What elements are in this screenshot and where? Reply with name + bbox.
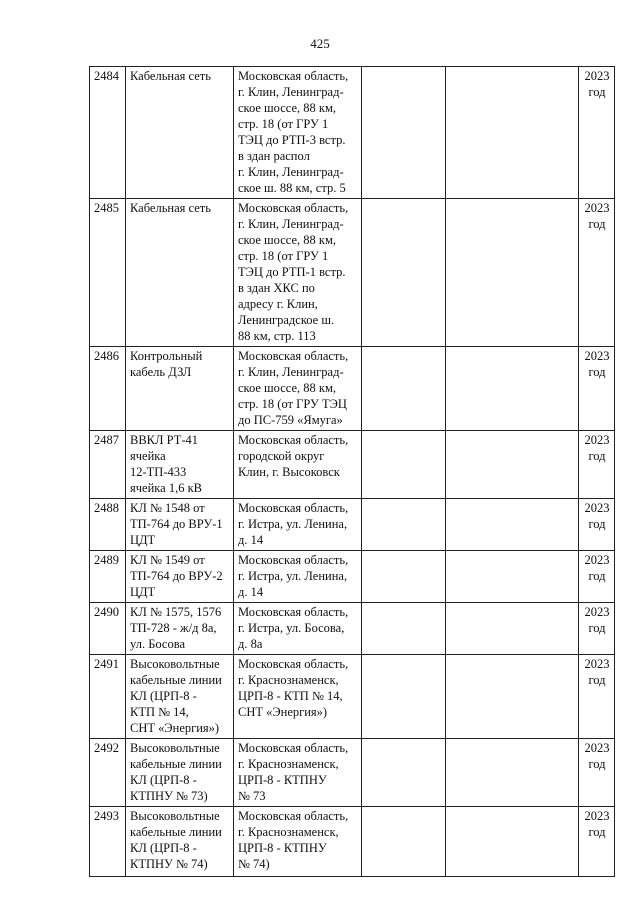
empty-cell xyxy=(362,431,446,499)
object-address-line: до ПС-759 «Ямуга» xyxy=(238,413,343,427)
year-cell-line: 2023 xyxy=(584,657,610,671)
object-address-line: г. Клин, Ленинград- xyxy=(238,165,344,179)
object-address-line: 88 км, стр. 113 xyxy=(238,329,316,343)
year-cell-line: 2023 xyxy=(584,433,610,447)
empty-cell xyxy=(362,807,446,877)
object-name-line: Высоковольтные xyxy=(130,809,220,823)
row-number: 2484 xyxy=(90,67,126,199)
object-address xyxy=(234,655,362,739)
object-name-line: Контрольный xyxy=(130,349,203,363)
object-address-line: д. 8а xyxy=(238,637,263,651)
empty-cell xyxy=(446,655,579,739)
object-name-line: КЛ (ЦРП-8 - xyxy=(130,841,197,855)
object-name-line: Высоковольтные xyxy=(130,741,220,755)
object-address-line: г. Истра, ул. Ленина, xyxy=(238,569,348,583)
object-address xyxy=(234,551,362,603)
empty-cell xyxy=(362,551,446,603)
object-address-line: д. 14 xyxy=(238,533,264,547)
object-address-line: стр. 18 (от ГРУ ТЭЦ xyxy=(238,397,347,411)
row-number: 2490 xyxy=(90,603,126,655)
row-number: 2486 xyxy=(90,347,126,431)
object-address-line: Клин, г. Высоковск xyxy=(238,465,340,479)
object-address-line: г. Краснознаменск, xyxy=(238,673,339,687)
object-name-line: Кабельная сеть xyxy=(130,201,211,215)
row-number: 2492 xyxy=(90,739,126,807)
object-address xyxy=(234,431,362,499)
year-cell-line: 2023 xyxy=(584,201,610,215)
object-name-line: КЛ № 1549 от xyxy=(130,553,205,567)
table-row xyxy=(90,67,615,199)
registry-body xyxy=(90,67,615,877)
object-address-line: Московская область, xyxy=(238,349,349,363)
empty-cell xyxy=(446,603,579,655)
object-name xyxy=(126,551,234,603)
empty-cell xyxy=(446,431,579,499)
object-address-line: Московская область, xyxy=(238,741,349,755)
object-address-line: ЦРП-8 - КТПНУ xyxy=(238,773,327,787)
object-name-line: ячейка xyxy=(130,449,166,463)
table-row xyxy=(90,431,615,499)
object-address-line: СНТ «Энергия») xyxy=(238,705,328,719)
object-name xyxy=(126,499,234,551)
object-address-line: ТЭЦ до РТП-3 встр. xyxy=(238,133,346,147)
object-address-line: г. Краснознаменск, xyxy=(238,757,339,771)
year-cell-line: 2023 xyxy=(584,553,610,567)
year-cell-line: год xyxy=(588,449,606,463)
year-cell-line: 2023 xyxy=(584,69,610,83)
empty-cell xyxy=(446,807,579,877)
year-cell xyxy=(579,603,615,655)
object-address-line: г. Истра, ул. Босова, xyxy=(238,621,345,635)
object-name-line: КЛ № 1575, 1576 xyxy=(130,605,222,619)
object-address xyxy=(234,603,362,655)
object-address-line: г. Истра, ул. Ленина, xyxy=(238,517,348,531)
empty-cell xyxy=(446,551,579,603)
table-row xyxy=(90,739,615,807)
year-cell-line: год xyxy=(588,621,606,635)
object-name-line: ТП-764 до ВРУ-2 xyxy=(130,569,223,583)
year-cell xyxy=(579,655,615,739)
year-cell-line: 2023 xyxy=(584,349,610,363)
object-name-line: кабельные линии xyxy=(130,673,222,687)
year-cell-line: 2023 xyxy=(584,501,610,515)
object-address-line: г. Клин, Ленинград- xyxy=(238,365,344,379)
year-cell-line: год xyxy=(588,217,606,231)
object-address-line: в здан распол xyxy=(238,149,310,163)
object-name-line: КЛ (ЦРП-8 - xyxy=(130,689,197,703)
object-name-line: кабельные линии xyxy=(130,757,222,771)
object-name-line: Кабельная сеть xyxy=(130,69,211,83)
object-name-line: КЛ № 1548 от xyxy=(130,501,205,515)
year-cell-line: год xyxy=(588,365,606,379)
empty-cell xyxy=(362,199,446,347)
object-name xyxy=(126,603,234,655)
object-address xyxy=(234,499,362,551)
object-address-line: Московская область, xyxy=(238,809,349,823)
object-name-line: КТП № 14, xyxy=(130,705,189,719)
object-name-line: Высоковольтные xyxy=(130,657,220,671)
object-address-line: Московская область, xyxy=(238,605,349,619)
object-address-line: городской округ xyxy=(238,449,325,463)
year-cell xyxy=(579,199,615,347)
table-row xyxy=(90,807,615,877)
object-address xyxy=(234,67,362,199)
object-name-line: 12-ТП-433 xyxy=(130,465,187,479)
year-cell xyxy=(579,431,615,499)
table-row xyxy=(90,499,615,551)
table-row xyxy=(90,603,615,655)
row-number: 2487 xyxy=(90,431,126,499)
object-name-line: КТПНУ № 73) xyxy=(130,789,208,803)
row-number: 2491 xyxy=(90,655,126,739)
object-name xyxy=(126,199,234,347)
object-address-line: ское шоссе, 88 км, xyxy=(238,233,337,247)
year-cell xyxy=(579,347,615,431)
object-name-line: ТП-728 - ж/д 8а, xyxy=(130,621,217,635)
object-address-line: № 73 xyxy=(238,789,266,803)
year-cell-line: год xyxy=(588,825,606,839)
object-address-line: д. 14 xyxy=(238,585,264,599)
object-address xyxy=(234,199,362,347)
year-cell xyxy=(579,499,615,551)
object-name-line: КТПНУ № 74) xyxy=(130,857,208,871)
empty-cell xyxy=(362,499,446,551)
row-number: 2488 xyxy=(90,499,126,551)
table-row xyxy=(90,347,615,431)
object-name xyxy=(126,431,234,499)
object-name-line: кабельные линии xyxy=(130,825,222,839)
registry-table xyxy=(89,66,615,877)
year-cell-line: год xyxy=(588,85,606,99)
object-name-line: ТП-764 до ВРУ-1 xyxy=(130,517,223,531)
object-address-line: стр. 18 (от ГРУ 1 xyxy=(238,249,329,263)
object-name-line: СНТ «Энергия») xyxy=(130,721,220,735)
object-address-line: ЦРП-8 - КТП № 14, xyxy=(238,689,343,703)
row-number: 2489 xyxy=(90,551,126,603)
empty-cell xyxy=(446,199,579,347)
object-name-line: ЦДТ xyxy=(130,585,156,599)
year-cell-line: год xyxy=(588,757,606,771)
year-cell xyxy=(579,807,615,877)
table-row xyxy=(90,199,615,347)
object-address-line: ское шоссе, 88 км, xyxy=(238,101,337,115)
page-number: 425 xyxy=(310,36,330,51)
year-cell-line: 2023 xyxy=(584,741,610,755)
object-address xyxy=(234,739,362,807)
object-address-line: г. Клин, Ленинград- xyxy=(238,85,344,99)
object-address-line: Московская область, xyxy=(238,433,349,447)
object-name-line: ЦДТ xyxy=(130,533,156,547)
empty-cell xyxy=(446,347,579,431)
year-cell-line: 2023 xyxy=(584,605,610,619)
object-address-line: стр. 18 (от ГРУ 1 xyxy=(238,117,329,131)
empty-cell xyxy=(362,347,446,431)
empty-cell xyxy=(362,603,446,655)
object-name-line: КЛ (ЦРП-8 - xyxy=(130,773,197,787)
object-address-line: Московская область, xyxy=(238,69,349,83)
object-name xyxy=(126,655,234,739)
object-address-line: Московская область, xyxy=(238,201,349,215)
empty-cell xyxy=(362,739,446,807)
empty-cell xyxy=(362,655,446,739)
object-address-line: ское ш. 88 км, стр. 5 xyxy=(238,181,346,195)
object-name-line: ул. Босова xyxy=(130,637,186,651)
object-address xyxy=(234,347,362,431)
row-number: 2493 xyxy=(90,807,126,877)
year-cell xyxy=(579,739,615,807)
object-address-line: № 74) xyxy=(238,857,270,871)
object-address-line: Ленинградское ш. xyxy=(238,313,335,327)
object-address-line: ЦРП-8 - КТПНУ xyxy=(238,841,327,855)
object-address xyxy=(234,807,362,877)
object-name-line: ВВКЛ РТ-41 xyxy=(130,433,199,447)
object-address-line: ТЭЦ до РТП-1 встр. xyxy=(238,265,346,279)
year-cell-line: 2023 xyxy=(584,809,610,823)
object-name xyxy=(126,67,234,199)
table-row xyxy=(90,551,615,603)
empty-cell xyxy=(446,67,579,199)
table-row xyxy=(90,655,615,739)
empty-cell xyxy=(362,67,446,199)
year-cell-line: год xyxy=(588,569,606,583)
object-address-line: ское шоссе, 88 км, xyxy=(238,381,337,395)
object-name xyxy=(126,739,234,807)
year-cell-line: год xyxy=(588,517,606,531)
year-cell-line: год xyxy=(588,673,606,687)
object-address-line: в здан ХКС по xyxy=(238,281,315,295)
object-name-line: ячейка 1,6 кВ xyxy=(130,481,202,495)
empty-cell xyxy=(446,499,579,551)
object-name-line: кабель ДЗЛ xyxy=(130,365,192,379)
year-cell xyxy=(579,551,615,603)
object-name xyxy=(126,347,234,431)
object-address-line: Московская область, xyxy=(238,501,349,515)
object-address-line: г. Краснознаменск, xyxy=(238,825,339,839)
row-number: 2485 xyxy=(90,199,126,347)
object-address-line: г. Клин, Ленинград- xyxy=(238,217,344,231)
empty-cell xyxy=(446,739,579,807)
year-cell xyxy=(579,67,615,199)
object-address-line: адресу г. Клин, xyxy=(238,297,318,311)
object-name xyxy=(126,807,234,877)
object-address-line: Московская область, xyxy=(238,657,349,671)
object-address-line: Московская область, xyxy=(238,553,349,567)
